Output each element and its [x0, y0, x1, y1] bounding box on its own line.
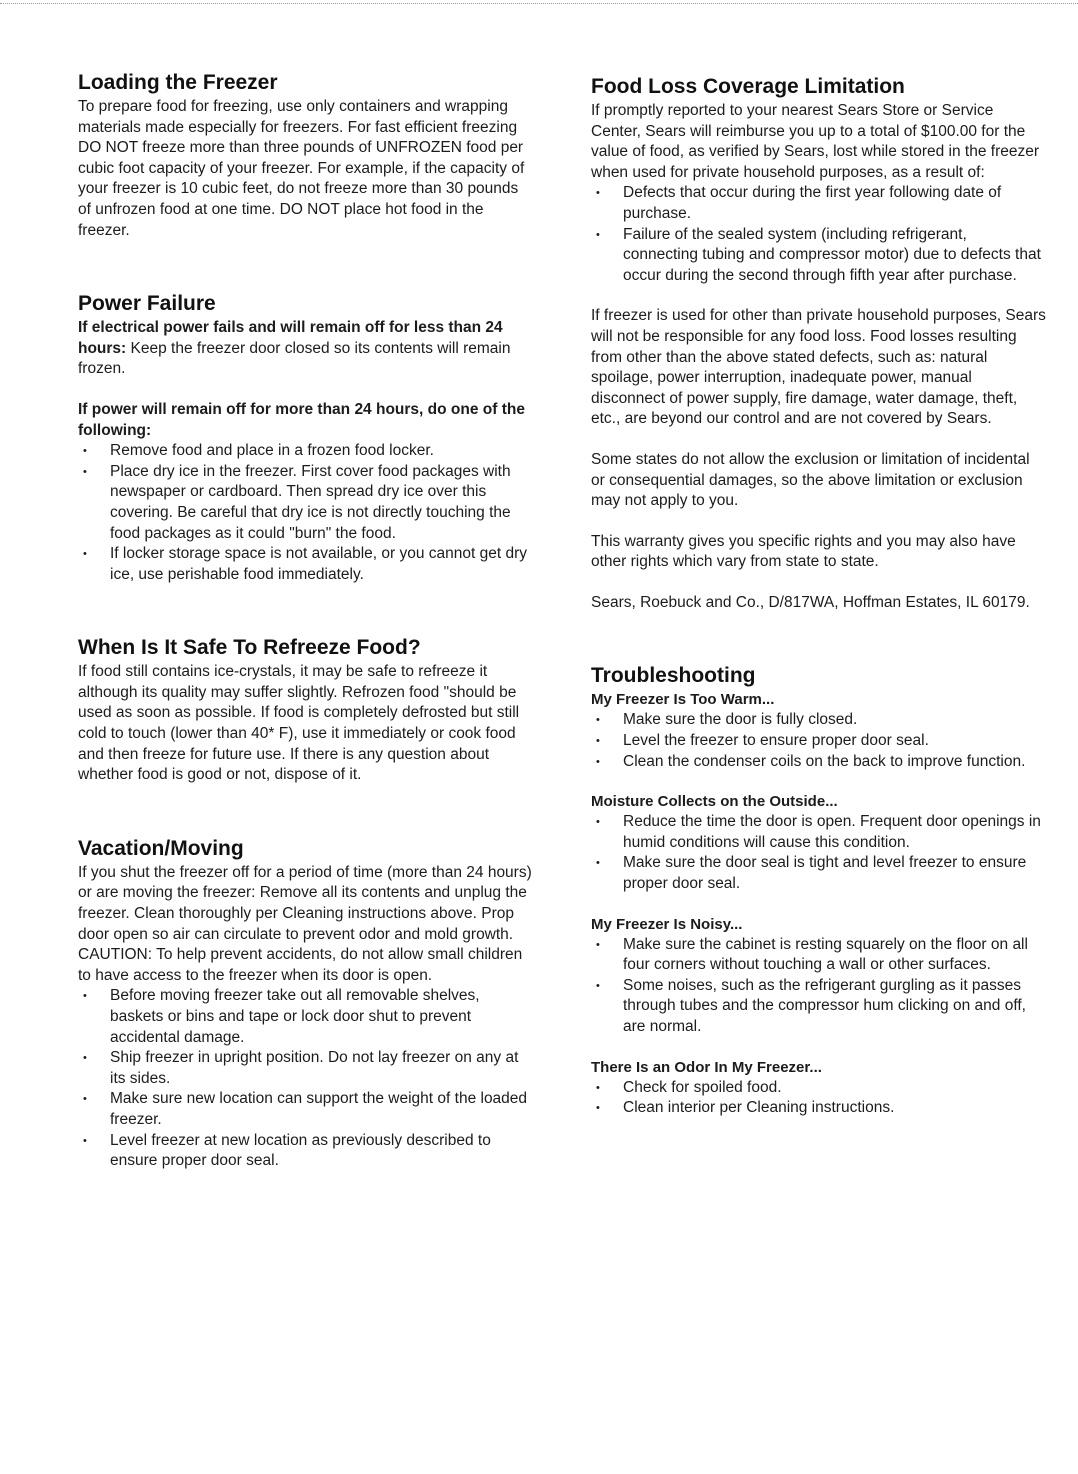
- list-item-text: Clean interior per Cleaning instructions.: [623, 1099, 895, 1117]
- list-item: [591, 183, 1046, 224]
- list-item-text: Failure of the sealed system (including refrigerant, connecting tubing and compressor motor) due to defects that occur during the second through fifth year after purchase.: [623, 225, 1041, 284]
- trouble-list-noisy: [591, 935, 1046, 1038]
- trouble-heading-noisy: My Freezer Is Noisy...: [591, 915, 743, 933]
- bullet-icon: •: [83, 1052, 87, 1065]
- right-column: [591, 74, 1046, 1119]
- list-item-text: Make sure the door seal is tight and level freezer to ensure proper door seal.: [623, 854, 1027, 893]
- list-item-text: Defects that occur during the first year following date of purchase.: [623, 184, 1002, 222]
- list-item-text: Make sure new location can support the weight of the loaded freezer.: [110, 1090, 528, 1128]
- list-item-text: Make sure the door is fully closed.: [623, 711, 858, 729]
- power-paragraph-1: [78, 318, 533, 380]
- list-item: [591, 812, 1046, 853]
- bullet-icon: •: [83, 445, 87, 458]
- coverage-paragraph-3: This warranty gives you specific rights and you may also have other rights which vary from state to state.: [591, 532, 1016, 571]
- left-column: [78, 70, 533, 1172]
- trouble-list-odor: [591, 1078, 1046, 1119]
- section-vacation-moving: [78, 836, 533, 1172]
- trouble-heading-moisture: Moisture Collects on the Outside...: [591, 793, 838, 811]
- list-item: [78, 1048, 533, 1089]
- list-item-text: Remove food and place in a frozen food locker.: [110, 442, 434, 460]
- list-item: [591, 935, 1046, 976]
- coverage-paragraph-2: Some states do not allow the exclusion or limitation of incidental or consequential damages, so the above limitation or exclusion may not apply to you.: [591, 450, 1030, 510]
- heading-troubleshooting: Troubleshooting: [591, 664, 756, 688]
- list-item-text: Make sure the cabinet is resting squarely on the floor on all four corners without touching a wall or other surfaces.: [623, 935, 1028, 974]
- bullet-icon: •: [596, 816, 600, 829]
- list-item-text: Before moving freezer take out all removable shelves, baskets or bins and tape or lock door shut to prevent accidental damage.: [110, 987, 480, 1046]
- bullet-icon: •: [83, 1134, 87, 1147]
- power-lead-1: If electrical power fails and will remain off for less than 24 hours:: [78, 319, 503, 357]
- list-item: [591, 225, 1046, 287]
- refreeze-body: If food still contains ice-crystals, it may be safe to refreeze it although its quality may suffer slightly. Refrozen food "should be used as soon as possible. If food is completely defrosted but still cold to touch (lower than 40* F), use it immediately or cook food and then freeze for future use. If there is any question about whether food is good or not, dispose of it.: [78, 663, 520, 784]
- power-lead-2: If power will remain off for more than 24 hours, do one of the following:: [78, 400, 525, 439]
- bullet-icon: •: [596, 187, 600, 200]
- list-item: [591, 1098, 1046, 1119]
- list-item: [78, 462, 533, 544]
- power-bullet-list: [78, 441, 533, 585]
- list-item: [591, 710, 1046, 731]
- bullet-icon: •: [596, 755, 600, 768]
- section-power-failure: [78, 291, 533, 585]
- list-item: [78, 544, 533, 585]
- section-troubleshooting: [591, 663, 1046, 1118]
- bullet-icon: •: [83, 1093, 87, 1106]
- list-item-text: If locker storage space is not available, or you cannot get dry ice, use perishable food immediately.: [110, 545, 528, 583]
- list-item-text: Ship freezer in upright position. Do not lay freezer on any at its sides.: [110, 1049, 519, 1087]
- list-item-text: Reduce the time the door is open. Frequent door openings in humid conditions will cause this condition.: [623, 813, 1041, 851]
- section-refreeze: [78, 635, 533, 786]
- vacation-body: If you shut the freezer off for a period of time (more than 24 hours) or are moving the freezer: Remove all its contents and unplug the freezer. Clean thoroughly per Cleaning instructions above. Prop door open so air can circulate to prevent odor and mold growth. CAUTION: To help prevent accidents, do not allow small children to have access to the freezer when its door is open.: [78, 863, 532, 984]
- bullet-icon: •: [596, 857, 600, 870]
- bullet-icon: •: [596, 1081, 600, 1094]
- section-loading-the-freezer: [78, 70, 533, 241]
- list-item: [591, 752, 1046, 773]
- heading-power-failure: Power Failure: [78, 292, 216, 316]
- list-item: [78, 986, 533, 1048]
- trouble-list-moisture: [591, 812, 1046, 894]
- list-item-text: Place dry ice in the freezer. First cover food packages with newspaper or cardboard. Then spread dry ice over this covering. Be careful that dry ice is not directly touching the food packages as it could "burn" the food.: [110, 462, 511, 542]
- list-item: [78, 1131, 533, 1172]
- bullet-icon: •: [596, 714, 600, 727]
- trouble-heading-too-warm: My Freezer Is Too Warm...: [591, 691, 775, 709]
- list-item: [78, 1089, 533, 1130]
- trouble-heading-odor: There Is an Odor In My Freezer...: [591, 1058, 822, 1076]
- heading-food-loss-coverage: Food Loss Coverage Limitation: [591, 75, 905, 98]
- coverage-bullet-list: [591, 183, 1046, 286]
- bullet-icon: •: [83, 465, 87, 478]
- power-text-1: Keep the freezer door closed so its contents will remain frozen.: [78, 339, 511, 378]
- bullet-icon: •: [596, 1102, 600, 1115]
- list-item: [78, 441, 533, 462]
- bullet-icon: •: [83, 548, 87, 561]
- bullet-icon: •: [596, 979, 600, 992]
- list-item: [591, 731, 1046, 752]
- coverage-paragraph-1: If freezer is used for other than private household purposes, Sears will not be responsible for any food loss. Food losses resulting from other than the above stated defects, such as: natural spoilage, power interruption, inadequate power, manual disconnect of power supply, fire damage, water damage, theft, etc., are beyond our control and are not covered by Sears.: [591, 307, 1046, 428]
- list-item-text: Level the freezer to ensure proper door seal.: [623, 732, 929, 750]
- coverage-address: Sears, Roebuck and Co., D/817WA, Hoffman Estates, IL 60179.: [591, 593, 1030, 611]
- top-dotted-rule: [0, 3, 1078, 4]
- list-item-text: Level freezer at new location as previously described to ensure proper door seal.: [110, 1131, 491, 1170]
- loading-body: To prepare food for freezing, use only containers and wrapping materials made especially for freezers. For fast efficient freezing DO NOT freeze more than three pounds of UNFROZEN food per cubic foot capacity of your freezer. For example, if the capacity of your freezer is 10 cubic feet, do not freeze more than 30 pounds of unfrozen food at one time. DO NOT place hot food in the freezer.: [78, 98, 525, 239]
- bullet-icon: •: [596, 938, 600, 951]
- list-item: [591, 1078, 1046, 1099]
- bullet-icon: •: [596, 735, 600, 748]
- section-food-loss-coverage: [591, 74, 1046, 613]
- heading-refreeze: When Is It Safe To Refreeze Food?: [78, 636, 421, 660]
- trouble-list-too-warm: [591, 710, 1046, 772]
- list-item-text: Clean the condenser coils on the back to improve function.: [623, 752, 1026, 770]
- heading-vacation-moving: Vacation/Moving: [78, 836, 244, 860]
- list-item-text: Check for spoiled food.: [623, 1078, 782, 1096]
- list-item-text: Some noises, such as the refrigerant gurgling as it passes through tubes and the compressor hum clicking on and off, are normal.: [623, 976, 1026, 1035]
- bullet-icon: •: [596, 228, 600, 241]
- list-item: [591, 853, 1046, 894]
- list-item: [591, 976, 1046, 1038]
- bullet-icon: •: [83, 990, 87, 1003]
- vacation-bullet-list: [78, 986, 533, 1171]
- coverage-intro: If promptly reported to your nearest Sears Store or Service Center, Sears will reimburse you up to a total of $100.00 for the value of food, as verified by Sears, lost while stored in the freezer when used for private household purposes, as a result of:: [591, 102, 1040, 181]
- heading-loading-the-freezer: Loading the Freezer: [78, 71, 278, 94]
